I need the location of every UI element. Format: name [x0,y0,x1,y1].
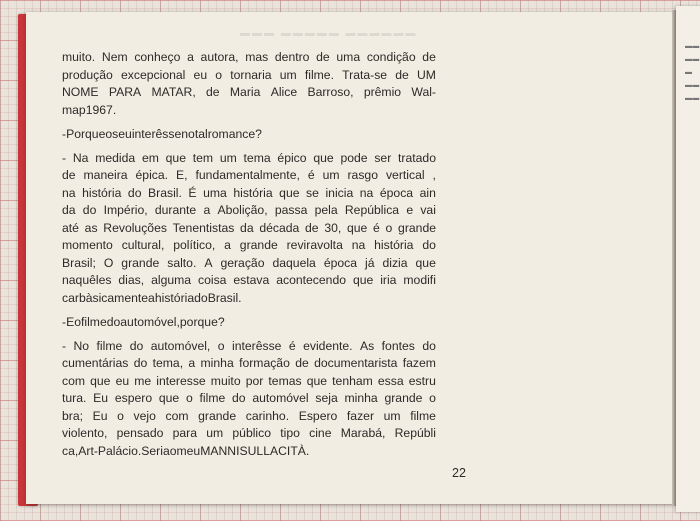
word: em [141,150,159,165]
right-page-edge-text: ▬▬ ▬▬ ▬ ▬▬ ▬▬ [685,43,700,102]
word: espero [114,391,153,405]
word: pela [314,203,338,217]
word: geração [220,255,265,270]
word: as [84,220,98,235]
word: no [181,126,195,141]
word: a [224,238,231,252]
word: ca, [62,443,79,458]
word: NOME [62,85,99,99]
page-body-text [62,49,436,460]
word: Brasil. [148,185,182,200]
word: interêsse [131,126,182,141]
word: minha [200,356,234,370]
word: o [105,126,113,141]
word: O [103,255,114,270]
word: grande [398,220,436,235]
word: épica. [135,168,169,182]
word: fazem [402,356,436,370]
word: da [62,203,76,217]
text-line [62,425,436,443]
word: interêsse [231,338,282,353]
word: tema, [152,356,184,370]
word: maneira [83,168,128,182]
word: tal [194,126,208,141]
text-line [62,126,436,144]
word: inicia [325,185,354,200]
word: na [62,185,76,200]
word: pensado [116,426,164,440]
word: de [305,220,319,235]
word: filme [410,408,436,423]
text-line [62,314,436,332]
word: Abolição, [217,203,268,217]
word: fazer [346,408,375,423]
word: do [194,290,208,305]
text-line [62,49,436,67]
word: Art-Palácio. [78,443,142,458]
text-line [62,84,436,102]
show-through-text: ▬▬▬ ▬▬▬▬▬ ▬▬▬▬▬▬ [240,28,418,39]
word: automóvel [252,391,309,405]
word: mas [245,50,269,64]
word: filme. [304,67,334,82]
word: até [62,220,79,235]
word: o [215,67,223,82]
word: é [373,220,380,235]
word: durante [154,203,197,217]
word: é [307,168,315,182]
word: cultural, [121,238,165,252]
word: car [62,290,79,305]
word: fontes [381,338,415,353]
word: estava [233,273,270,287]
word: violento, [62,426,108,440]
word: épico [277,150,307,165]
text-line [62,373,436,391]
text-line [62,67,436,85]
word: eu [115,373,130,388]
word: Tenentistas [172,220,235,235]
word: a [188,356,196,370]
word: naquêles [62,273,112,287]
word: condição [366,50,416,64]
word: - [62,338,67,353]
word: - [62,314,67,329]
word: romance [207,126,256,141]
word: tratado [398,150,436,165]
word: seu [112,126,132,141]
word: prêmio [363,85,402,99]
word: filme [96,338,123,353]
word: filme [80,314,107,329]
word: documentarista [314,356,398,370]
word: As [360,338,375,353]
word: bàsicamente [78,290,149,305]
word: MATAR, [151,85,196,99]
word: um [322,168,340,182]
word: Brasil; [62,255,96,270]
word: um [206,426,224,440]
word: Eu [93,391,109,405]
word: acontecendo [276,273,347,287]
word: daquela [272,255,316,270]
word: ser [374,150,392,165]
word: minha [344,391,378,405]
text-line [62,167,436,185]
word: um [279,67,297,82]
word: grande [384,391,423,405]
word: história [154,290,195,305]
word: estru [408,373,436,388]
text-line [62,290,436,308]
word: cumentárias [62,356,129,370]
word: MANNI [200,443,240,458]
word: é [288,338,296,353]
word: na [351,238,366,252]
text-line [62,408,436,426]
text-line [62,185,436,203]
word: o [429,391,436,405]
word: Trata-se [342,67,388,82]
word: uma [336,50,361,64]
word: reviravolta [286,238,343,252]
word: do [422,338,436,353]
word: fundamentalmente, [195,168,300,182]
word: excepcional [121,67,186,82]
word: PARA [108,85,142,99]
word: cine [309,426,332,440]
word: No [73,338,90,353]
word: década [259,220,300,235]
word: modifi [403,273,436,287]
word: uma [203,185,227,200]
word: interesse [156,373,206,388]
word: Revoluções [103,220,167,235]
word: da [240,220,254,235]
text-line [62,443,436,461]
text-line [62,150,436,168]
word: que [165,150,186,165]
word: com [62,373,86,388]
text-line [62,255,436,273]
word: de [395,67,409,82]
word: ain [419,185,436,200]
word: 1967. [85,102,117,117]
word: na [359,185,374,200]
text-line [62,355,436,373]
word: essa [377,373,404,388]
word: ? [255,126,262,141]
text-line [62,102,436,120]
word: Porque [66,126,106,141]
word: do [129,338,144,353]
word: do [422,238,436,252]
word: público [232,426,272,440]
word: dentro [274,50,310,64]
word: tipo [280,426,300,440]
word: o [185,391,193,405]
word: E [66,314,75,329]
word: dizia [382,255,408,270]
text-line [62,220,436,238]
word: automóvel, [120,314,180,329]
word: muito. [62,50,96,64]
word: político, [173,238,216,252]
word: seja [315,391,338,405]
word: rasgo [347,168,378,182]
word: do [232,391,246,405]
word: porque [179,314,218,329]
word: o [385,220,393,235]
word: o [117,408,124,423]
word: que [313,150,334,165]
word: que [346,220,368,235]
word: map [62,102,86,117]
word: Seria [141,443,170,458]
word: se [306,185,319,200]
word: medida [95,150,136,165]
word: me [134,373,152,388]
word: tura. [62,391,87,405]
word: autora, [200,50,239,64]
word: UM [416,67,436,82]
word: grande [198,408,237,423]
word: Nem [101,50,128,64]
word: vejo [133,408,156,423]
word: do [127,185,142,200]
word: que [306,373,328,388]
word: CITÀ. [278,443,310,458]
word: época [379,185,414,200]
word: iria [380,273,397,287]
word: Alice [270,85,298,99]
word: vai [420,203,436,217]
word: que [279,185,300,200]
word: que [158,391,180,405]
word: de [422,50,436,64]
word: Maria [229,85,261,99]
word: alguma [151,273,192,287]
word: com [165,408,189,423]
word: Brasil. [207,290,242,305]
word: um [383,408,401,423]
word: que [415,255,436,270]
word: Espero [298,408,338,423]
word: Império, [103,203,148,217]
word: de [316,50,330,64]
word: - [62,150,67,165]
word: pode [340,150,368,165]
word: que [352,273,374,287]
book-page-right [676,6,700,512]
word: já [365,255,375,270]
word: o [217,338,225,353]
word: dias, [118,273,145,287]
word: história [82,185,122,200]
word: eu [193,67,208,82]
word: Repúbli [394,426,436,440]
text-line [62,390,436,408]
word: um [219,150,237,165]
word: história [233,185,273,200]
word: formação [239,356,290,370]
word: a [187,50,194,64]
word: carinho. [245,408,290,423]
word: SULLA [239,443,279,458]
word: de [206,85,220,99]
word: meu [176,443,201,458]
text-line [62,338,436,356]
word: passa [274,203,308,217]
word: a [148,290,155,305]
word: E, [176,168,188,182]
word: a [203,203,211,217]
word: que [90,373,111,388]
word: grande [121,255,160,270]
word: para [172,426,198,440]
word: conheço [134,50,181,64]
word: salto. [167,255,197,270]
word: A [204,255,213,270]
word: por [245,373,264,388]
word: Barroso, [307,85,354,99]
word: o [169,443,177,458]
word: tenham [332,373,373,388]
word: ? [217,314,225,329]
word: de [62,168,76,182]
word: Eu [92,408,108,423]
word: coisa [197,273,227,287]
text-line [62,272,436,290]
word: filme [199,391,226,405]
word: história [374,238,414,252]
page-number: 22 [452,466,466,480]
word: tem [192,150,214,165]
text-line [62,202,436,220]
word: Marabá, [340,426,386,440]
word: 30, [324,220,342,235]
word: vertical [385,168,425,182]
word: Wal- [411,85,436,99]
word: tema [243,150,271,165]
word: muito [210,373,241,388]
word: , [432,168,436,182]
word: bra; [62,408,84,423]
word: automóvel, [150,338,211,353]
word: evidente. [303,338,353,353]
word: - [62,126,67,141]
word: o [74,314,81,329]
word: É [188,185,197,200]
word: Na [72,150,89,165]
word: e [406,203,414,217]
word: do [133,356,148,370]
word: do [106,314,121,329]
word: produção [62,67,113,82]
word: época [323,255,358,270]
word: do [82,203,97,217]
word: momento [62,238,113,252]
word: República [344,203,400,217]
word: de [295,356,309,370]
word: temas [268,373,302,388]
text-line [62,237,436,255]
word: tornaria [230,67,272,82]
word: grande [239,238,278,252]
